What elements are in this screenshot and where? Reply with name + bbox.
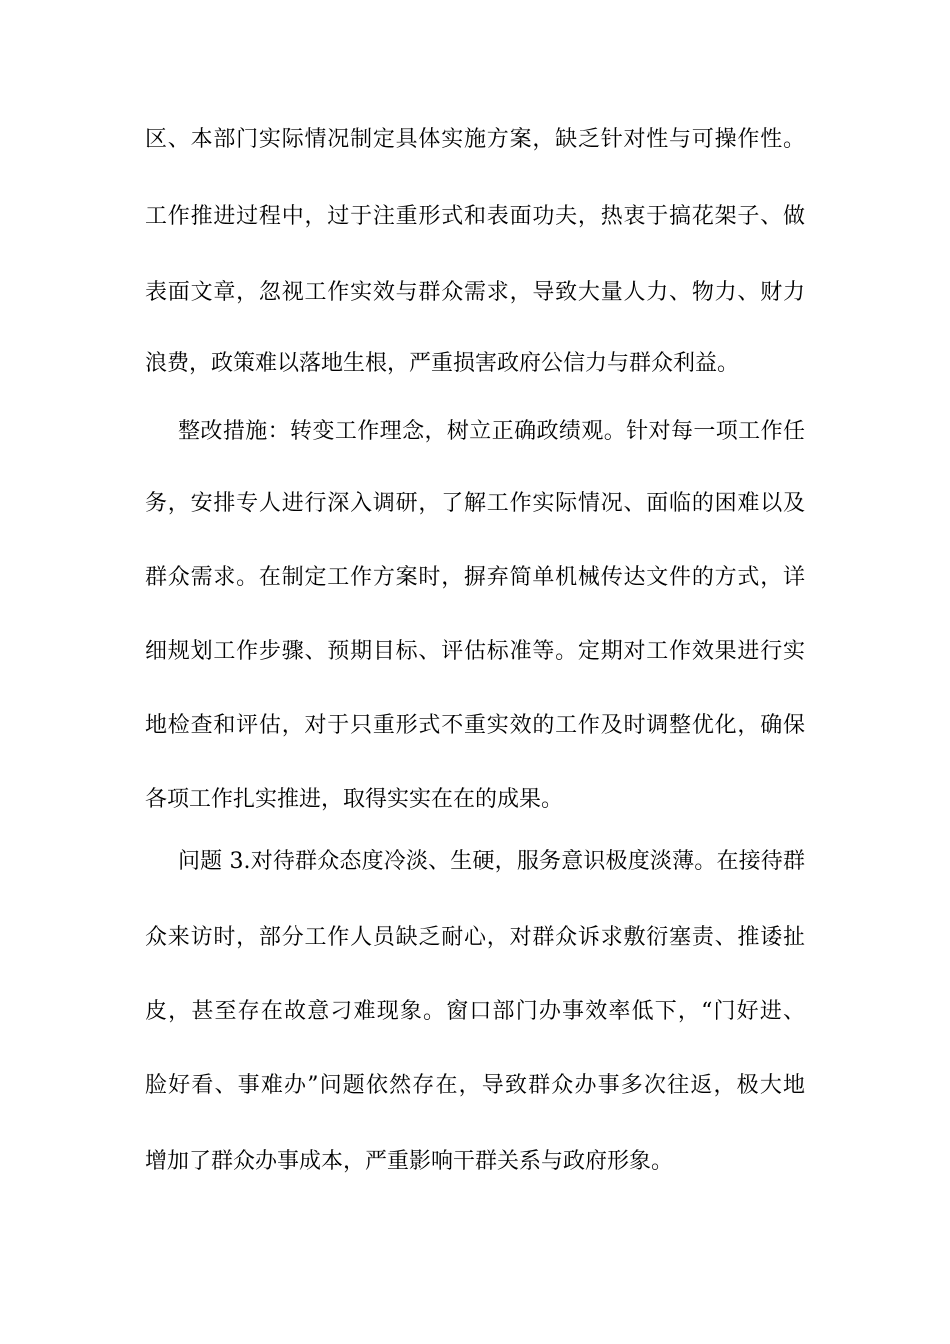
text-line: 地检查和评估，对于只重形式不重实效的工作及时调整优化，确保 bbox=[145, 713, 805, 738]
text-line: 细规划工作步骤、预期目标、评估标准等。定期对工作效果进行实 bbox=[145, 639, 805, 664]
text-line: 表面文章，忽视工作实效与群众需求，导致大量人力、物力、财力 bbox=[145, 280, 805, 305]
text-line: 各项工作扎实推进，取得实实在在的成果。 bbox=[145, 787, 564, 812]
text-line: 务，安排专人进行深入调研，了解工作实际情况、面临的困难以及 bbox=[145, 491, 805, 516]
text-line: 问题 3.对待群众态度冷淡、生硬，服务意识极度淡薄。在接待群 bbox=[178, 849, 805, 874]
text-line: 群众需求。在制定工作方案时，摒弃简单机械传达文件的方式，详 bbox=[145, 565, 805, 590]
text-line: 浪费，政策难以落地生根，严重损害政府公信力与群众利益。 bbox=[145, 351, 740, 376]
text-line: 区、本部门实际情况制定具体实施方案，缺乏针对性与可操作性。 bbox=[145, 127, 805, 152]
text-line: 皮，甚至存在故意刁难现象。窗口部门办事效率低下，“门好进、 bbox=[145, 999, 805, 1024]
text-line: 脸好看、事难办”问题依然存在，导致群众办事多次往返，极大地 bbox=[145, 1073, 805, 1098]
text-line: 整改措施：转变工作理念，树立正确政绩观。针对每一项工作任 bbox=[178, 419, 805, 444]
text-line: 增加了群众办事成本，严重影响干群关系与政府形象。 bbox=[145, 1149, 674, 1174]
text-line: 众来访时，部分工作人员缺乏耐心，对群众诉求敷衍塞责、推诿扯 bbox=[145, 925, 805, 950]
text-line: 工作推进过程中，过于注重形式和表面功夫，热衷于搞花架子、做 bbox=[145, 204, 805, 229]
